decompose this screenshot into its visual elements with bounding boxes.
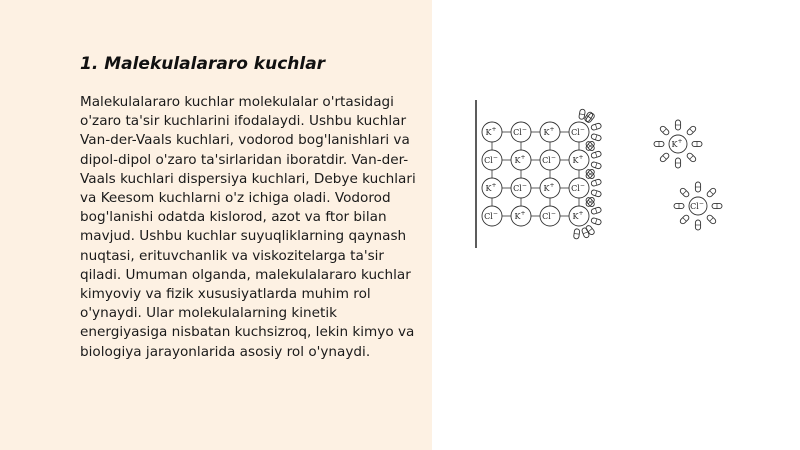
lattice-ion-label: Cl− [484, 210, 498, 221]
lattice-ion-label: K+ [485, 126, 497, 137]
lattice-ion-label: Cl− [571, 126, 585, 137]
hydration-shell-dipole [674, 203, 684, 208]
slide-title: 1. Malekulalararo kuchlar [80, 54, 326, 74]
hydrated-ion-label: Cl− [690, 200, 704, 211]
lattice-ion-label: K+ [514, 154, 526, 165]
hydration-shell-dipole [686, 152, 697, 163]
lattice-ion-label: K+ [514, 210, 526, 221]
lattice-ion-label: Cl− [542, 154, 556, 165]
water-dipole [585, 225, 595, 236]
water-dipole [579, 109, 586, 120]
lattice-ion-label: Cl− [484, 154, 498, 165]
lattice-ion-label: Cl− [513, 126, 527, 137]
hydration-shell-dipole [654, 141, 664, 146]
water-dipole [591, 217, 602, 225]
water-dipole [591, 133, 602, 141]
hydration-shell-dipole [675, 120, 680, 130]
water-dipole [581, 227, 589, 238]
water-dipole [591, 161, 602, 169]
hydration-shell-dipole [706, 214, 717, 225]
water-dipole [591, 179, 602, 187]
hydration-shell-dipole [659, 125, 670, 136]
lattice-ion-label: Cl− [513, 182, 527, 193]
ionic-lattice-diagram [468, 92, 730, 252]
hydration-shell-dipole [692, 141, 702, 146]
lattice-ion-label: K+ [572, 210, 584, 221]
lattice-ion-label: K+ [543, 182, 555, 193]
hydration-shell-dipole [706, 187, 717, 198]
lattice-ion-label: K+ [485, 182, 497, 193]
hydration-shell-dipole [679, 214, 690, 225]
water-dipole [573, 229, 579, 240]
dissolution-illustration [468, 92, 730, 252]
hydration-shell-dipole [695, 182, 700, 192]
hydration-shell-dipole [695, 220, 700, 230]
water-dipole [591, 189, 602, 197]
lattice-ion-label: Cl− [542, 210, 556, 221]
water-dipole [591, 207, 602, 215]
hydrated-ion-label: K+ [671, 138, 683, 149]
hydration-shell-dipole [675, 158, 680, 168]
lattice-ion-label: K+ [543, 126, 555, 137]
lattice-ion-label: Cl− [571, 182, 585, 193]
lattice-ion-label: K+ [572, 154, 584, 165]
hydration-shell-dipole [659, 152, 670, 163]
slide-body-text: Malekulalararo kuchlar molekulalar o'rtasidagi o'zaro ta'sir kuchlarini ifodalaydi. Ushbu kuchlar Van-der-Vaals kuchlari, vodorod bog'lanishlari va dipol-dipol o'zaro ta'sirlaridan iboratdir. Van-der-Vaals kuchlari dispersiya kuchlari, Debye kuchlari va Keesom kuchlarni o'z ichiga oladi. Vodorod bog'lanishi odatda kislorod, azot va ftor bilan mavjud. Ushbu kuchlar suyuqliklarning qaynash nuqtasi, erituvchanlik va viskozitelarga ta'sir qiladi. Umuman olganda, malekulalararo kuchlar kimyoviy va fizik xususiyatlarda muhim rol o'ynaydi. Ular molekulalarning kinetik energiyasiga nisbatan kuchsizroq, lekin kimyo va biologiya jarayonlarida asosiy rol o'ynaydi. [80, 94, 416, 360]
hydration-shell-dipole [712, 203, 722, 208]
water-dipole [591, 151, 602, 159]
hydration-shell-dipole [686, 125, 697, 136]
hydration-shell-dipole [679, 187, 690, 198]
water-dipole [591, 123, 602, 131]
